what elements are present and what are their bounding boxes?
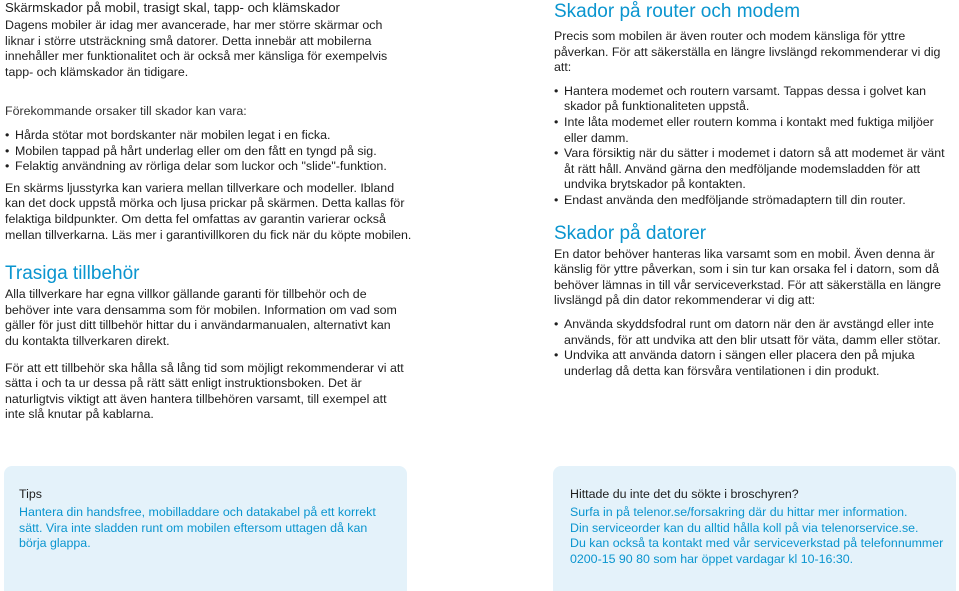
list-item: • Använda skyddsfodral runt om datorn när den är avstängd eller inte används, för att undvika att den blir utsatt för väta, damm eller stötar. [554, 317, 954, 348]
help-line-web: Surfa in på telenor.se/forsakring där du hittar mer information. [570, 505, 908, 519]
list-item: • Felaktig användning av rörliga delar som luckor och "slide"-funktion. [5, 159, 413, 175]
heading-computers: Skador på datorer [554, 222, 707, 244]
list-item: • Mobilen tappad på hårt underlag eller om den fått en tyngd på sig. [5, 144, 413, 160]
help-title: Hittade du inte det du sökte i broschyren? [570, 487, 799, 501]
list-item: • Endast använda den medföljande strömadaptern till din router. [554, 193, 954, 209]
help-line-contact: Du kan också ta kontakt med vår serviceverkstad på telefonnummer [570, 536, 944, 551]
heading-accessories: Trasiga tillbehör [5, 263, 140, 285]
tips-text: Hantera din handsfree, mobilladdare och datakabel på ett korrekt sätt. Vira inte sladden runt om mobilen eftersom uttagen då kan börja glappa. [19, 505, 376, 551]
paragraph-accessories-care: För att ett tillbehör ska hålla så lång tid som möjligt rekommenderar vi att sätta i och ta ur dessa på rätt sätt enligt instruktionsboken. Det är naturligtvis viktigt att även hantera tillbehören varsamt, till exempel att inte slå knutar på kablarna. [5, 360, 404, 422]
heading-router-modem: Skador på router och modem [554, 1, 801, 22]
list-item: • Hårda stötar mot bordskanter när mobilen legat i en ficka. [5, 128, 413, 144]
help-line-phone: 0200-15 90 80 som har öppet vardagar kl 10-16:30. [570, 551, 854, 566]
list-item: • Undvika att använda datorn i sängen eller placera den på mjuka underlag då detta kan försvåra ventilationen i din produkt. [554, 348, 954, 379]
list-item: • Inte låta modemet eller routern komma i kontakt med fuktiga miljöer eller damm. [554, 115, 954, 146]
help-line-service: Din serviceorder kan du alltid hålla koll på via telenorservice.se. [570, 520, 919, 535]
paragraph-brightness: En skärms ljusstyrka kan variera mellan tillverkare och modeller. Ibland kan det dock uppstå mörka och ljusa prickar på skärmen. Detta kallas för felaktiga bildpunkter. Om detta fel omfattas av garantin varierar också mellan tillverkarna. Läs mer i garantivillkoren du fick när du köpte mobilen. [5, 180, 412, 242]
paragraph-accessories-warranty: Alla tillverkare har egna villkor gällande garanti för tillbehör och de behöver inte vara densamma som för mobilen. Information om vad som gäller för just ditt tillbehör hittar du i användarmanualen, alternativt kan du kontakta tillverkaren direkt. [5, 287, 397, 348]
causes-list [5, 128, 413, 175]
right-column [554, 0, 954, 379]
causes-intro: Förekommande orsaker till skador kan vara: [5, 104, 247, 119]
paragraph-computers: En dator behöver hanteras lika varsamt som en mobil. Även denna är känslig för yttre påverkan, som i sin tur kan orsaka fel i datorn, som då behöver lämnas in till vår serviceverkstad. För att säkerställa en längre livslängd på din dator rekommenderar vi dig att: [554, 246, 942, 308]
left-column [5, 0, 413, 423]
paragraph-router-intro: Precis som mobilen är även router och modem känsliga för yttre påverkan. För att säkerställa en längre livslängd rekommenderar vi dig att: [554, 29, 941, 75]
router-list [554, 84, 954, 209]
help-box [553, 466, 956, 591]
heading-screen-damage: Skärmskador på mobil, trasigt skal, tapp- och klämskador [5, 0, 340, 15]
paragraph-intro: Dagens mobiler är idag mer avancerade, har mer större skärmar och liknar i större utsträckning små datorer. Detta innebär att mobilerna innehåller mer funktionalitet och är också mer känsliga för exempelvis tapp- och klämskador än tidigare. [5, 18, 388, 79]
computer-list [554, 317, 954, 379]
list-item: • Vara försiktig när du sätter i modemet i datorn så att modemet är vänt åt rätt håll. Använd gärna den medföljande modemsladden för att undvika brytskador på kontakten. [554, 146, 954, 193]
tips-title: Tips [19, 487, 42, 501]
list-item: • Hantera modemet och routern varsamt. Tappas dessa i golvet kan skador på funktionaliteten uppstå. [554, 84, 954, 115]
tips-box [4, 466, 407, 591]
